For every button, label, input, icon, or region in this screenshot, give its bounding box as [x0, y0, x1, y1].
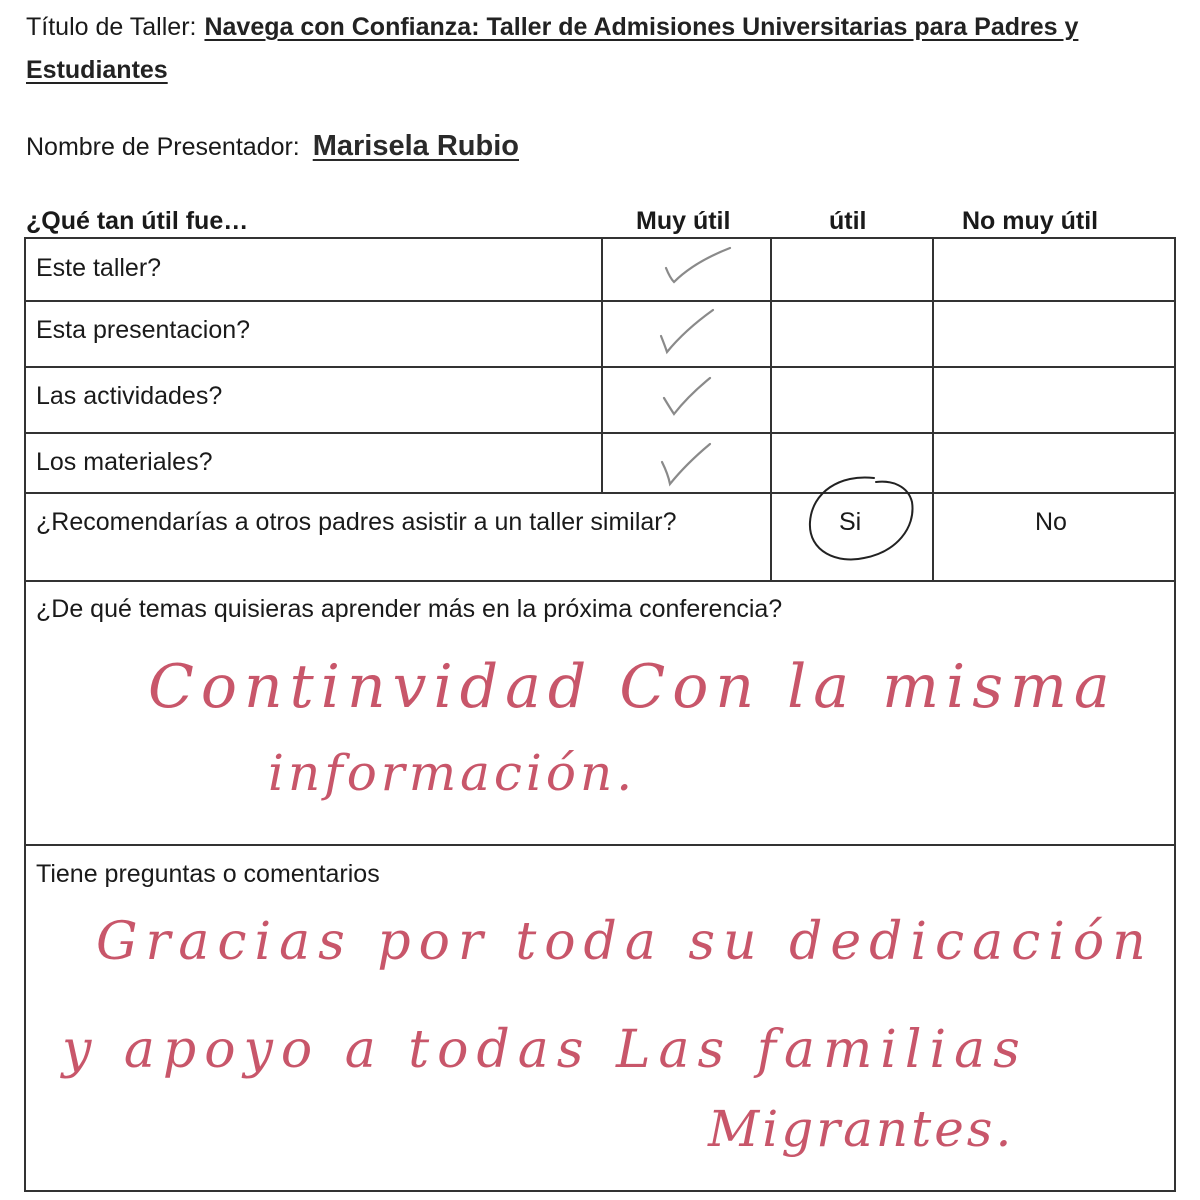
topics-answer-line1: Continvidad Con la misma: [148, 652, 1117, 722]
column-divider: [932, 239, 934, 582]
checkmark-icon: [655, 306, 735, 356]
row-divider: [26, 366, 1174, 368]
column-divider: [770, 239, 772, 582]
row-label-actividades: Las actividades?: [36, 382, 223, 410]
row-divider: [26, 492, 1174, 494]
column-header-util: útil: [829, 207, 867, 235]
comments-answer-line3: Migrantes.: [708, 1100, 1015, 1158]
workshop-title-label: Título de Taller:: [26, 13, 197, 41]
row-divider: [26, 844, 1174, 846]
row-divider: [26, 580, 1174, 582]
column-header-no-muy-util: No muy útil: [962, 207, 1099, 235]
topics-question: ¿De qué temas quisieras aprender más en la próxima conferencia?: [36, 595, 783, 623]
row-label-presentacion: Esta presentacion?: [36, 316, 251, 344]
recommend-question: ¿Recomendarías a otros padres asistir a un taller similar?: [36, 508, 677, 536]
presenter-name: Marisela Rubio: [312, 130, 519, 162]
presenter-label: Nombre de Presentador:: [26, 133, 300, 161]
comments-answer-line2: y apoyo a todas Las familias: [62, 1020, 1028, 1080]
row-divider: [26, 432, 1174, 434]
column-divider: [601, 239, 603, 494]
column-header-muy-util: Muy útil: [636, 207, 731, 235]
recommend-option-si: Si: [839, 508, 862, 536]
row-divider: [26, 300, 1174, 302]
checkmark-icon: [660, 244, 740, 288]
comments-label: Tiene preguntas o comentarios: [36, 860, 380, 888]
workshop-title-block: [26, 6, 1176, 92]
checkmark-icon: [658, 376, 738, 420]
checkmark-icon: [656, 440, 736, 490]
comments-answer-line1: Gracias por toda su dedicación: [96, 912, 1154, 972]
rating-question-header: ¿Qué tan útil fue…: [26, 207, 249, 235]
topics-answer-line2: información.: [268, 744, 637, 802]
recommend-option-no: No: [1035, 508, 1067, 536]
workshop-title-value: Navega con Confianza: Taller de Admisiones Universitarias para Padres y Estudiantes: [26, 13, 1079, 84]
presenter-row: [26, 126, 519, 167]
circle-mark-icon: [800, 472, 924, 568]
row-label-materiales: Los materiales?: [36, 448, 213, 476]
row-label-taller: Este taller?: [36, 254, 162, 282]
